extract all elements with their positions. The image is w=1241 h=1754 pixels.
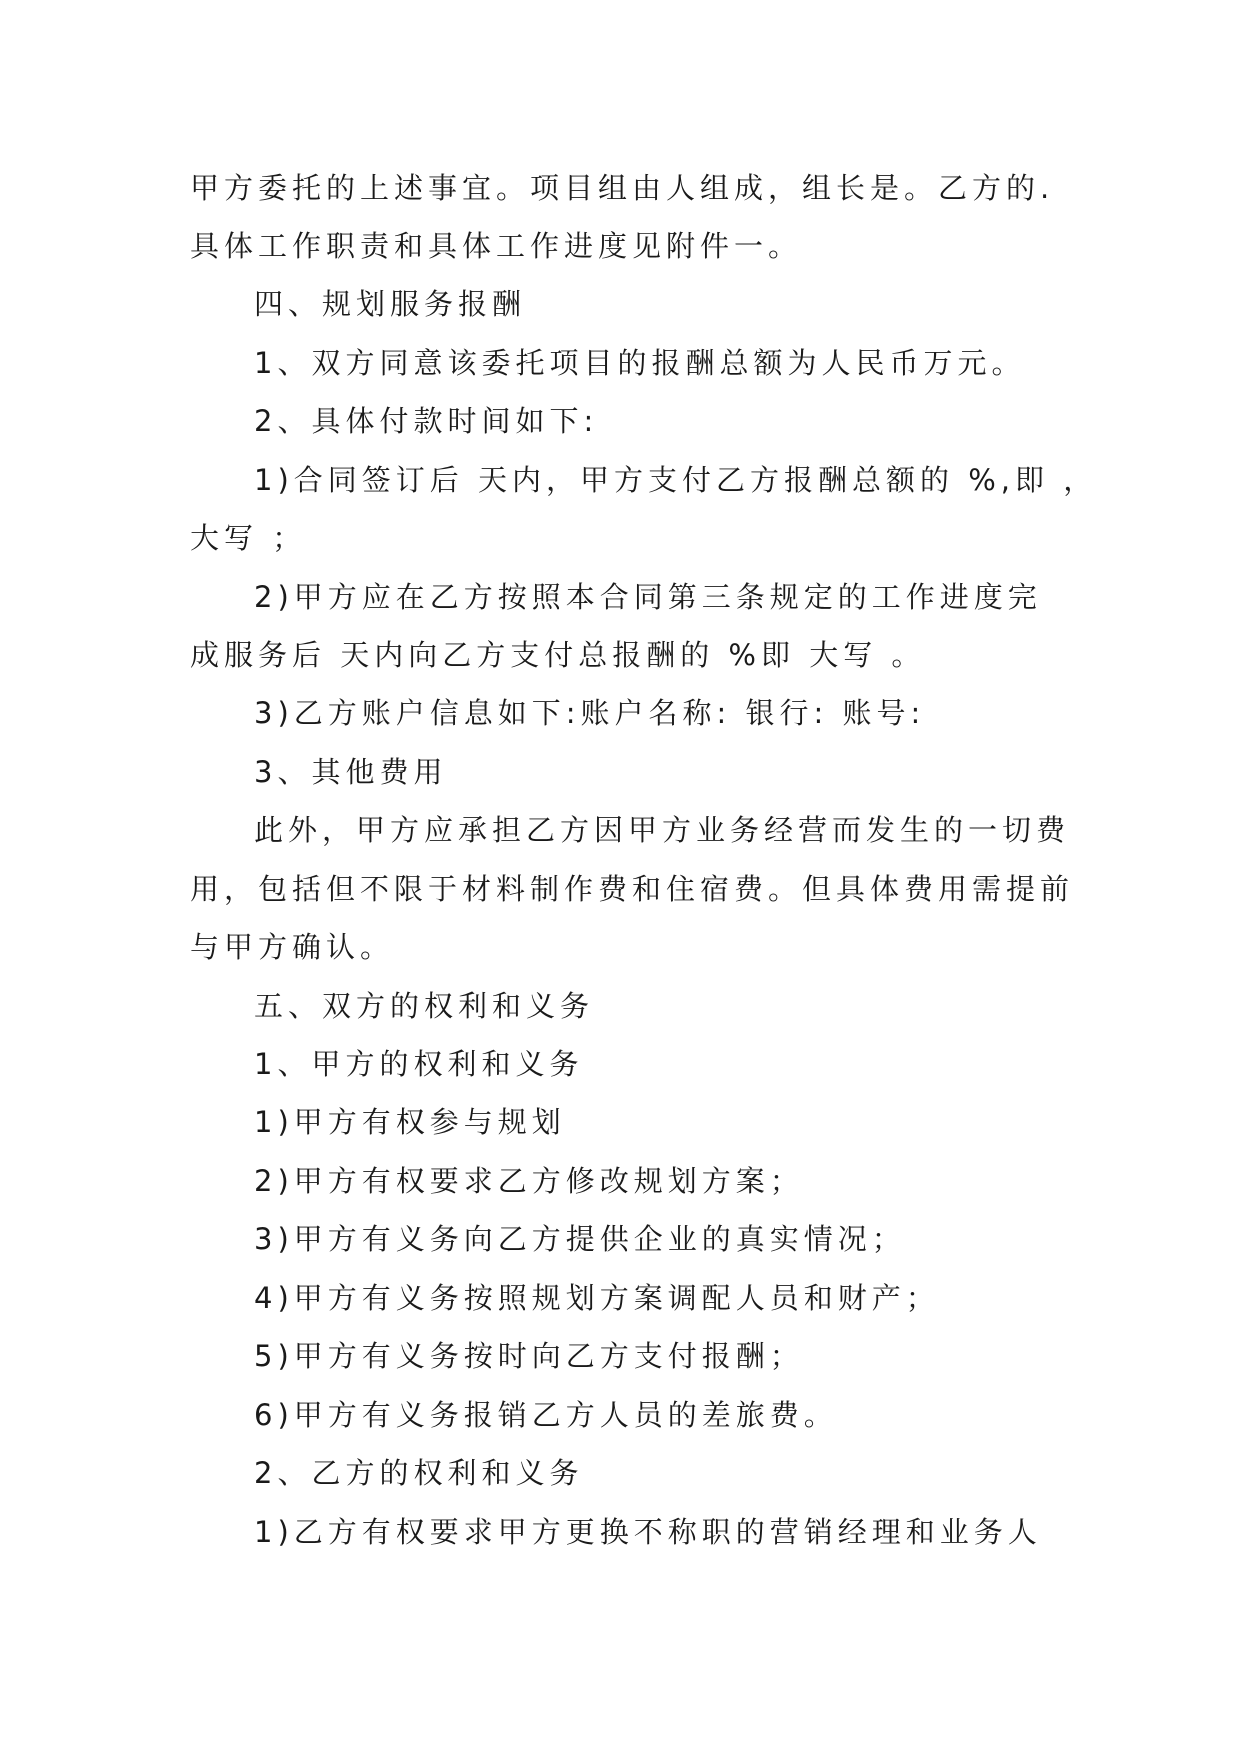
body-text-line: 3)甲方有义务向乙方提供企业的真实情况； <box>254 1222 906 1256</box>
body-text-line: 3、其他费用 <box>254 755 448 789</box>
body-text-line: 具体工作职责和具体工作进度见附件一。 <box>190 229 803 263</box>
body-text-line: 2)甲方有权要求乙方修改规划方案； <box>254 1164 804 1198</box>
section-heading: 五、双方的权利和义务 <box>254 989 595 1023</box>
body-text-line: 用，包括但不限于材料制作费和住宿费。但具体费用需提前 <box>190 872 1075 906</box>
body-text-line: 1、双方同意该委托项目的报酬总额为人民币万元。 <box>254 346 1026 380</box>
body-text-line: 1、甲方的权利和义务 <box>254 1047 584 1081</box>
body-text-line: 1)合同签订后 天内，甲方支付乙方报酬总额的 %,即 ， <box>254 463 1098 497</box>
body-text-line: 2、具体付款时间如下: <box>254 404 599 438</box>
body-text-line: 6)甲方有义务报销乙方人员的差旅费。 <box>254 1398 838 1432</box>
body-text-line: 1)甲方有权参与规划 <box>254 1105 566 1139</box>
body-text-line: 成服务后 天内向乙方支付总报酬的 %即 大写 。 <box>190 638 926 672</box>
body-text-line: 5)甲方有义务按时向乙方支付报酬； <box>254 1339 804 1373</box>
body-text-line: 1)乙方有权要求甲方更换不称职的营销经理和业务人 <box>254 1515 1042 1549</box>
body-text-line: 3)乙方账户信息如下:账户名称: 银行: 账号: <box>254 696 926 730</box>
section-heading: 四、规划服务报酬 <box>254 287 527 321</box>
body-text-line: 4)甲方有义务按照规划方案调配人员和财产； <box>254 1281 940 1315</box>
body-text-line: 与甲方确认。 <box>190 930 395 964</box>
body-text-line: 2)甲方应在乙方按照本合同第三条规定的工作进度完 <box>254 580 1042 614</box>
body-text-line: 此外，甲方应承担乙方因甲方业务经营而发生的一切费 <box>254 813 1071 847</box>
body-text-line: 甲方委托的上述事宜。项目组由人组成，组长是。乙方的. <box>190 171 1055 205</box>
body-text-line: 2、乙方的权利和义务 <box>254 1456 584 1490</box>
body-text-line: 大写 ； <box>190 521 307 555</box>
